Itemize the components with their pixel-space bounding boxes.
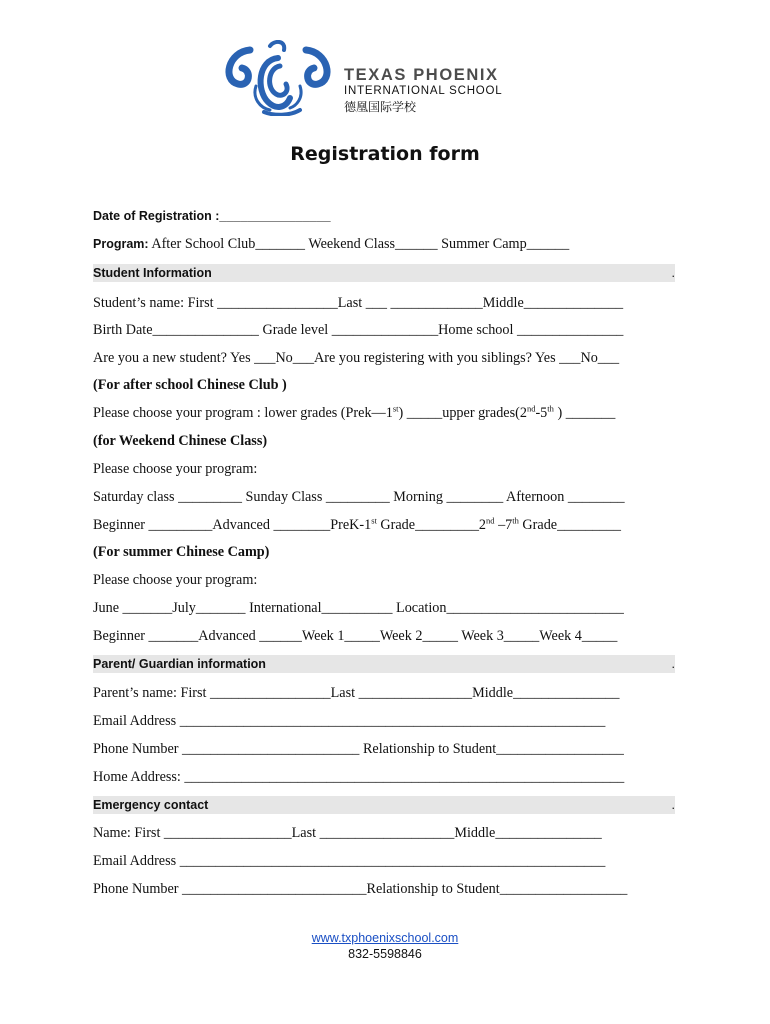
parent-email-field[interactable]: Email Address ____________________________________________________________ <box>93 713 606 729</box>
student-name-field[interactable]: Student’s name: First _________________Last ___ _____________Middle______________ <box>93 295 624 311</box>
superscript: st <box>392 403 399 414</box>
home-address-field[interactable]: Home Address: ______________________________________________________________ <box>93 769 625 785</box>
weekend-levels-text-a: Beginner _________Advanced ________PreK-1 <box>93 517 372 533</box>
phone-number: 832-5598846 <box>348 947 422 961</box>
school-logo <box>220 40 540 116</box>
weekend-days-field[interactable]: Saturday class _________ Sunday Class _________ Morning ________ Afternoon ________ <box>93 489 625 505</box>
program-row <box>93 235 675 253</box>
superscript: th <box>547 403 554 414</box>
program-options[interactable]: After School Club_______ Weekend Class______ Summer Camp______ <box>148 236 570 252</box>
website-link[interactable]: www.txphoenixschool.com <box>311 931 459 945</box>
weekend-choose-label: Please choose your program: <box>93 461 258 477</box>
section-title: Emergency contact <box>93 798 209 812</box>
parent-phone-field[interactable]: Phone Number _________________________ Relationship to Student__________________ <box>93 741 624 757</box>
summer-levels-field[interactable]: Beginner _______Advanced ______Week 1_____Week 2_____ Week 3_____Week 4_____ <box>93 628 618 644</box>
date-field[interactable]: ________________ <box>219 209 331 223</box>
summer-months-field[interactable]: June _______July_______ International__________ Location_________________________ <box>93 600 624 616</box>
after-school-text-c: -5 <box>535 405 548 421</box>
emergency-contact-header <box>93 796 675 814</box>
program-label: Program: <box>93 237 149 251</box>
school-name-chinese: 德凰国际学校 <box>344 100 417 114</box>
section-dot: . <box>671 266 675 280</box>
weekend-levels-field[interactable] <box>93 516 675 534</box>
date-of-registration-row <box>93 207 675 225</box>
summer-heading: (For summer Chinese Camp) <box>93 544 270 560</box>
page-title: Registration form <box>290 143 480 165</box>
after-school-text-b: ) _____upper grades(2 <box>398 405 527 421</box>
weekend-levels-text-d: Grade_________ <box>518 517 621 533</box>
new-student-question[interactable]: Are you a new student? Yes ___No___Are you registering with you siblings? Yes ___No___ <box>93 350 620 366</box>
after-school-program-field[interactable] <box>93 404 675 422</box>
summer-choose-label: Please choose your program: <box>93 572 258 588</box>
parent-name-field[interactable]: Parent’s name: First _________________Last ________________Middle_______________ <box>93 685 620 701</box>
emergency-phone-field[interactable]: Phone Number __________________________Relationship to Student__________________ <box>93 881 628 897</box>
superscript: nd <box>486 515 495 526</box>
birth-grade-school-field[interactable]: Birth Date_______________ Grade level _______________Home school _______________ <box>93 322 624 338</box>
parent-guardian-header <box>93 655 675 673</box>
section-dot: . <box>671 657 675 671</box>
after-school-heading: (For after school Chinese Club ) <box>93 377 287 393</box>
emergency-name-field[interactable]: Name: First __________________Last ___________________Middle_______________ <box>93 825 602 841</box>
after-school-text-a: Please choose your program : lower grades (Prek—1 <box>93 405 393 421</box>
student-information-header <box>93 264 675 282</box>
weekend-heading: (for Weekend Chinese Class) <box>93 433 268 449</box>
school-name-line1: TEXAS PHOENIX <box>344 66 499 84</box>
superscript: nd <box>526 403 536 414</box>
section-title: Parent/ Guardian information <box>93 657 266 671</box>
phoenix-emblem-icon <box>220 40 340 116</box>
after-school-text-d: ) _______ <box>553 405 616 421</box>
section-title: Student Information <box>93 266 212 280</box>
superscript: st <box>371 515 377 526</box>
date-label: Date of Registration : <box>93 209 220 223</box>
superscript: th <box>512 515 519 526</box>
weekend-levels-text-c: –7 <box>494 517 513 533</box>
emergency-email-field[interactable]: Email Address ____________________________________________________________ <box>93 853 606 869</box>
school-name-line2: INTERNATIONAL SCHOOL <box>344 85 503 97</box>
weekend-levels-text-b: Grade_________2 <box>376 517 487 533</box>
section-dot: . <box>671 798 675 812</box>
